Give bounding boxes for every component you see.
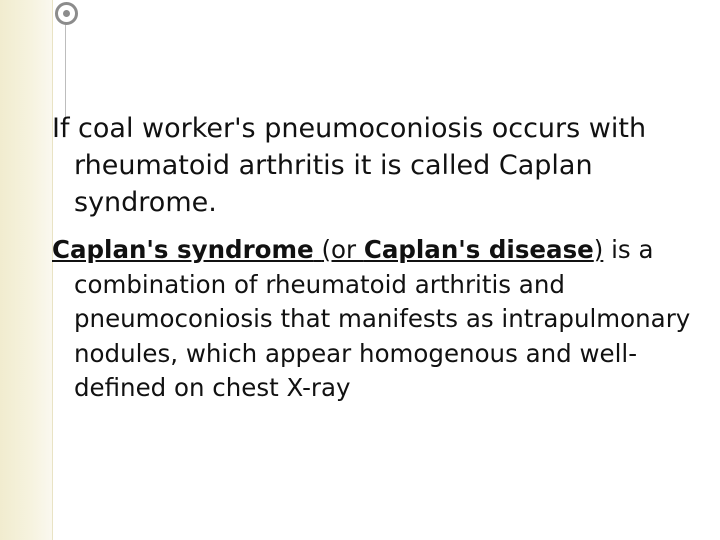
caplan-disease-term: Caplan's disease	[363, 235, 594, 264]
caplan-definition-underlined	[52, 235, 603, 264]
caplan-definition-body: is a combination of rheumatoid arthritis and pneumoconiosis that manifests as intrapulmonary nodules, which appear homogenous and well-defined on chest X-ray	[74, 235, 691, 402]
decorative-side-band	[0, 0, 52, 540]
paragraph-coal-worker	[52, 110, 702, 221]
slide-content	[52, 110, 702, 406]
ring-center-icon	[63, 10, 70, 17]
or-text: (or	[321, 235, 364, 264]
paragraph-coal-worker-text: If coal worker's pneumoconiosis occurs with rheumatoid arthritis it is called Caplan syndrome.	[52, 113, 647, 218]
caplan-syndrome-term: Caplan's syndrome	[52, 235, 314, 264]
paragraph-caplan-definition	[52, 233, 702, 406]
decorative-vertical-line	[65, 24, 66, 119]
close-paren: )	[593, 235, 604, 264]
